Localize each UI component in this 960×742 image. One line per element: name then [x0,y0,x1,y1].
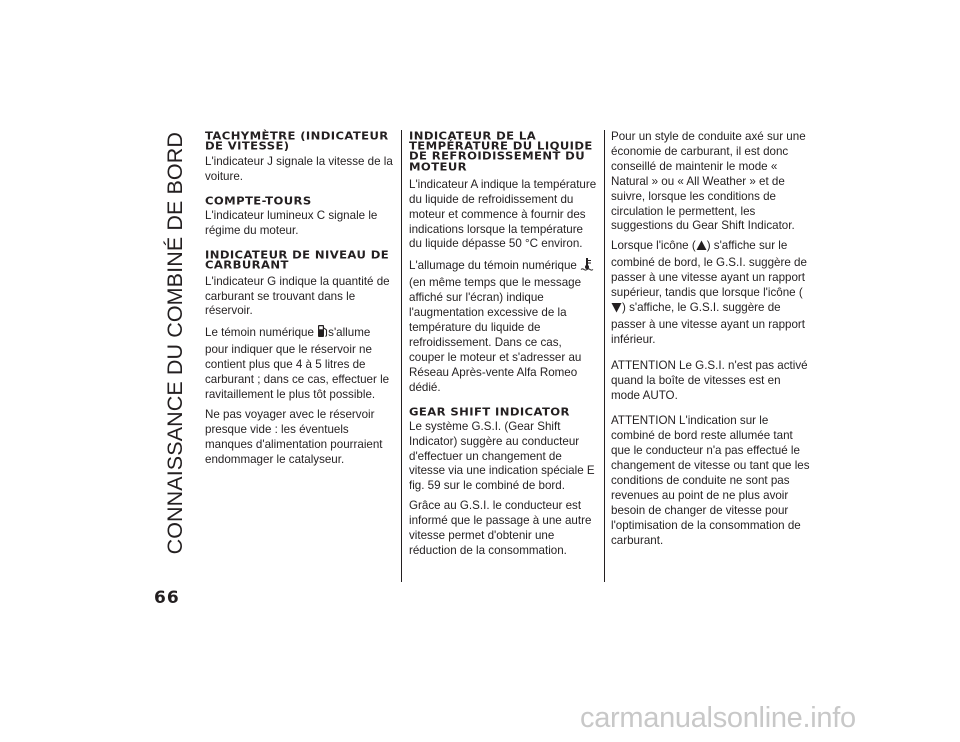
paragraph-warning: ATTENTION L'indication sur le combiné de bord reste allumée tant que le conducteur n'a pas effectué le changement de vitesse ou tant que les conditions de conduite ne sont pas revenues au point de ne plus avoir besoin de changer de vitesse pour l'optimisation de la consommation de carburant. [611,414,810,547]
paragraph: L'indicateur J signale la vitesse de la voiture. [205,155,393,184]
paragraph: Le système G.S.I. (Gear Shift Indicator) suggère au conducteur d'effectuer un changement de vitesse via une indication spéciale E fig. 59 sur le combiné de bord. [409,419,595,493]
shift-up-icon [696,240,707,256]
column-3 [611,130,811,554]
heading-coolant-temperature: INDICATEUR DE LA TEMPÉRATURE DU LIQUIDE DE REFROIDISSEMENT DU MOTEUR [409,129,593,173]
paragraph: Ne pas voyager avec le réservoir presque vide : les éventuels manques d'alimentation pourraient endommager le catalyseur. [205,407,383,466]
paragraph: L'indicateur G indique la quantité de carburant se trouvant dans le réservoir. [205,274,390,318]
paragraph-text: ) s'affiche sur le combiné de bord, le G.S.I. suggère de passer à une vitesse ayant un rapport supérieur, tandis que lorsque l'icône ( [611,239,807,300]
paragraph-text: Lorsque l'icône ( [611,239,696,253]
heading-speedometer: TACHYMÈTRE (INDICATEUR DE VITESSE) [205,129,389,153]
coolant-temperature-icon [580,257,594,276]
paragraph: L'indicateur A indique la température du liquide de refroidissement du moteur et commence à fournir des indications lorsque la température du liquide dépasse 50 °C environ. [409,177,597,251]
paragraph: Pour un style de conduite axé sur une économie de carburant, il est donc conseillé de maintenir le mode « Natural » ou « All Weather » et de suivre, lorsque les conditions de circulation le permettent, les suggestions du Gear Shift Indicator. [611,130,806,233]
column-2 [409,131,599,564]
paragraph-warning: ATTENTION Le G.S.I. n'est pas activé quand la boîte de vitesses est en mode AUTO. [611,358,808,402]
column-1 [205,131,395,473]
column-divider [604,130,605,582]
paragraph-text: s'allume pour indiquer que le réservoir ne contient plus que 4 à 5 litres de carburant ; dans ce cas, effectuer le ravitaillement le plus tôt possible. [205,326,390,401]
paragraph [205,324,395,403]
page-number: 66 [154,588,180,608]
paragraph: L'indicateur lumineux C signale le régime du moteur. [205,209,378,238]
paragraph-text: L'allumage du témoin numérique [409,259,581,273]
paragraph-text: (en même temps que le message affiché sur l'écran) indique l'augmentation excessive de la température du liquide de refroidissement. Dans ce cas, couper le moteur et s'adresser au Réseau Après-vente Alfa Romeo dédié. [409,276,582,394]
paragraph [409,257,599,395]
column-divider [401,130,402,582]
heading-fuel-gauge: INDICATEUR DE NIVEAU DE CARBURANT [205,248,390,272]
heading-gear-shift-indicator: GEAR SHIFT INDICATOR [409,404,570,418]
watermark: carmanualsonline.info [580,702,856,734]
paragraph: Grâce au G.S.I. le conducteur est informé que le passage à une autre vitesse permet d'obtenir une réduction de la consommation. [409,499,592,557]
paragraph-text: ) s'affiche, le G.S.I. suggère de passer à une vitesse ayant un rapport inférieur. [611,300,805,346]
paragraph-text: Le témoin numérique [205,326,318,340]
heading-rev-counter: COMPTE-TOURS [205,194,312,208]
chapter-side-title: CONNAISSANCE DU COMBINÉ DE BORD [163,132,187,555]
fuel-pump-icon [317,324,328,343]
shift-down-icon [611,302,622,318]
paragraph [611,239,811,347]
